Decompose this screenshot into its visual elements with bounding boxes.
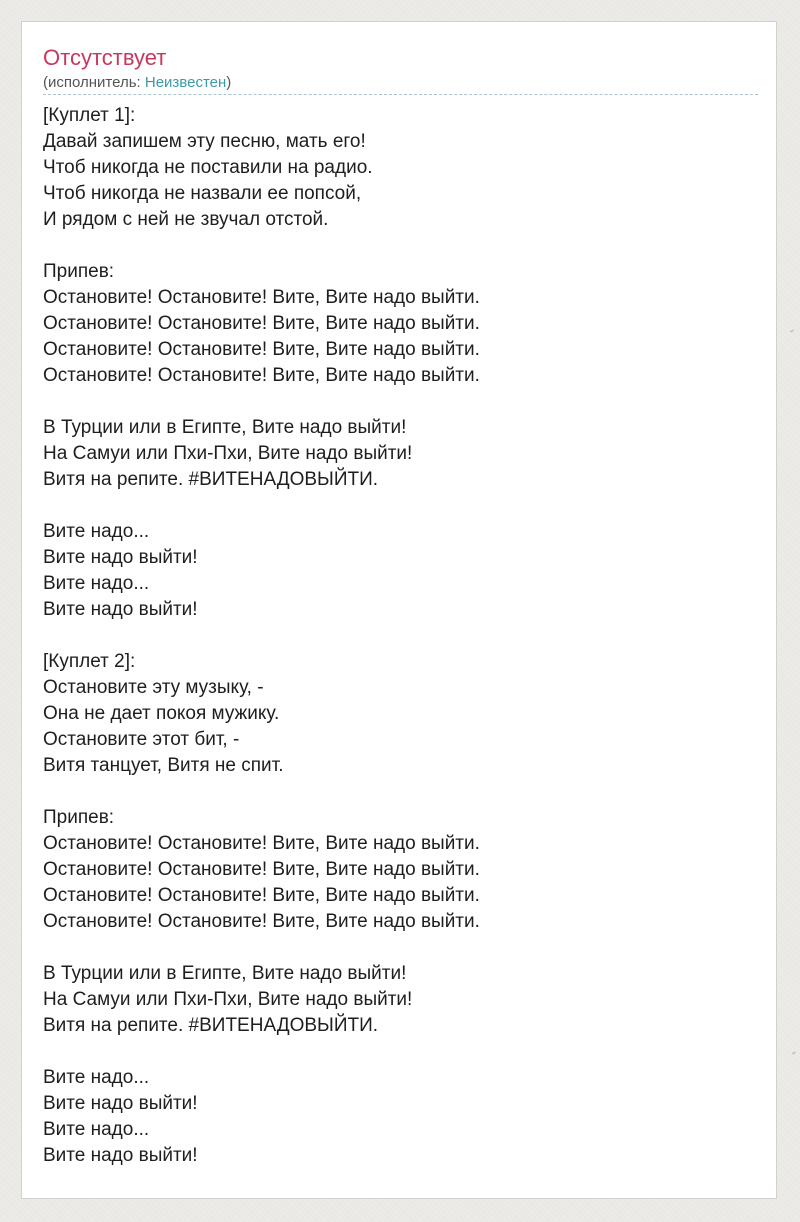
lyric-line: Чтоб никогда не поставили на радио.: [43, 157, 373, 178]
lyric-line: Остановите! Остановите! Вите, Вите надо выйти.: [43, 287, 480, 308]
lyric-line: Витя на репите. #ВИТЕНАДОВЫЙТИ.: [43, 1015, 379, 1036]
lyric-line: Вите надо выйти!: [43, 1145, 198, 1166]
lyric-line: Остановите! Остановите! Вите, Вите надо выйти.: [43, 911, 480, 932]
lyric-line: Остановите! Остановите! Вите, Вите надо выйти.: [43, 859, 480, 880]
lyric-line: Она не дает покоя мужику.: [43, 703, 280, 724]
lyric-line: Вите надо выйти!: [43, 547, 198, 568]
song-title: Отсутствует: [43, 45, 167, 70]
lyric-line: Витя танцует, Витя не спит.: [43, 755, 284, 776]
lyric-line: Остановите эту музыку, -: [43, 677, 264, 698]
lyric-line: Вите надо выйти!: [43, 1093, 198, 1114]
lyrics-card: [21, 21, 777, 1199]
lyric-line: Остановите! Остановите! Вите, Вите надо выйти.: [43, 339, 480, 360]
artist-prefix: (исполнитель:: [43, 74, 145, 91]
lyric-line: И рядом с ней не звучал отстой.: [43, 209, 329, 230]
artist-suffix: ): [226, 74, 232, 91]
lyric-line: [Куплет 1]:: [43, 105, 136, 126]
stanza-break: [43, 233, 758, 259]
artist-line: [43, 73, 758, 95]
background-speck: [792, 1051, 796, 1055]
lyric-line: На Самуи или Пхи-Пхи, Вите надо выйти!: [43, 989, 413, 1010]
lyric-line: Припев:: [43, 807, 115, 828]
lyric-line: Остановите! Остановите! Вите, Вите надо выйти.: [43, 833, 480, 854]
lyric-line: Вите надо выйти!: [43, 599, 198, 620]
stanza-break: [43, 623, 758, 649]
lyric-line: Вите надо...: [43, 1119, 150, 1140]
stanza-break: [43, 779, 758, 805]
lyric-line: Остановите! Остановите! Вите, Вите надо выйти.: [43, 313, 480, 334]
lyric-line: Давай запишем эту песню, мать его!: [43, 131, 366, 152]
lyric-line: Вите надо...: [43, 573, 150, 594]
lyric-line: Вите надо...: [43, 521, 150, 542]
lyric-line: [Куплет 2]:: [43, 651, 136, 672]
lyric-line: Припев:: [43, 261, 115, 282]
lyric-line: В Турции или в Египте, Вите надо выйти!: [43, 417, 407, 438]
lyric-line: Чтоб никогда не назвали ее попсой,: [43, 183, 362, 204]
lyric-line: Остановите этот бит, -: [43, 729, 240, 750]
lyric-line: Остановите! Остановите! Вите, Вите надо выйти.: [43, 885, 480, 906]
lyric-line: Витя на репите. #ВИТЕНАДОВЫЙТИ.: [43, 469, 379, 490]
stanza-break: [43, 935, 758, 961]
stanza-break: [43, 1039, 758, 1065]
lyric-line: В Турции или в Египте, Вите надо выйти!: [43, 963, 407, 984]
lyric-line: Вите надо...: [43, 1067, 150, 1088]
lyrics-text: [43, 103, 758, 1169]
background-speck: [790, 329, 794, 333]
artist-link[interactable]: Неизвестен: [144, 74, 227, 91]
song-header: [43, 43, 758, 95]
lyric-line: Остановите! Остановите! Вите, Вите надо выйти.: [43, 365, 480, 386]
stanza-break: [43, 493, 758, 519]
lyric-line: На Самуи или Пхи-Пхи, Вите надо выйти!: [43, 443, 413, 464]
stanza-break: [43, 389, 758, 415]
